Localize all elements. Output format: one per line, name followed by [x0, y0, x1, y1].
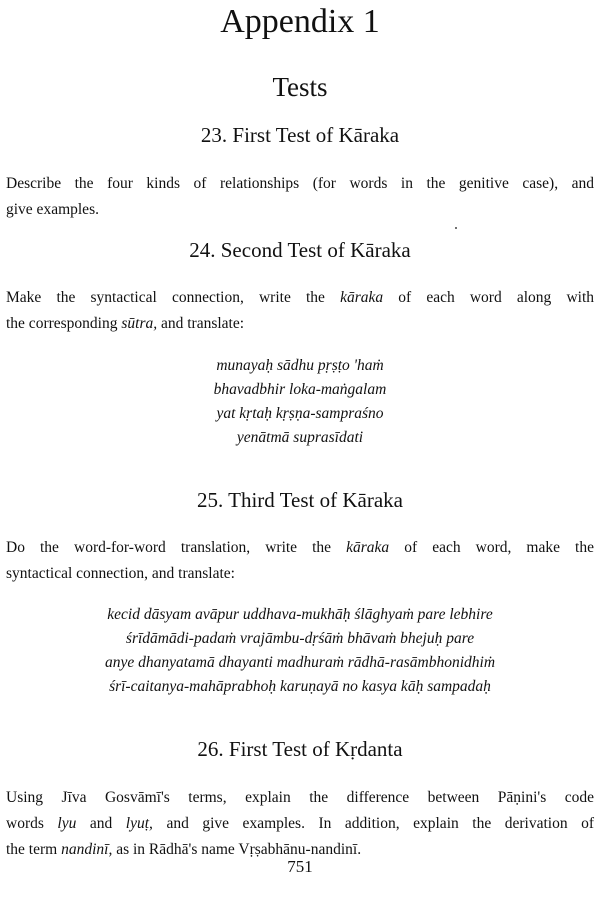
- verse-line: munayaḥ sādhu pṛṣṭo 'haṁ: [216, 357, 384, 374]
- verse-line: kecid dāsyam avāpur uddhava-mukhāḥ ślāghyaṁ pare lebhire: [107, 606, 493, 623]
- paragraph-line: Using Jīva Gosvāmī's terms, explain the difference between Pāṇini's code: [6, 789, 594, 806]
- verse-line: yenātmā suprasīdati: [236, 429, 364, 446]
- verse-line: śrīdāmādi-padaṁ vrajāmbu-dṛśāṁ bhāvaṁ bhejuḥ pare: [125, 630, 475, 647]
- paragraph-line: words lyu and lyuṭ, and give examples. In addition, explain the derivation of: [6, 815, 595, 832]
- test-23-title: 23. First Test of Kāraka: [200, 123, 400, 147]
- paragraph-line: Describe the four kinds of relationships (for words in the genitive case), and: [6, 175, 594, 192]
- tests-heading: Tests: [272, 72, 328, 102]
- appendix-title: Appendix 1: [220, 3, 380, 40]
- paragraph-line: the term nandinī, as in Rādhā's name Vṛṣabhānu-nandinī.: [6, 841, 362, 858]
- test-24-verse: [0, 354, 600, 450]
- paragraph-line: give examples.: [6, 201, 99, 218]
- paragraph-line: syntactical connection, and translate:: [6, 565, 235, 582]
- paragraph-line: the corresponding sūtra, and translate:: [6, 315, 245, 332]
- page-number: 751: [287, 857, 313, 876]
- test-25-title: 25. Third Test of Kāraka: [197, 488, 403, 512]
- test-26-title: 26. First Test of Kṛdanta: [197, 737, 403, 761]
- verse-line: śrī-caitanya-mahāprabhoḥ karuṇayā no kasya kāḥ sampadaḥ: [109, 678, 491, 695]
- paragraph-line: Make the syntactical connection, write the kāraka of each word along with: [6, 289, 594, 306]
- print-speck: [455, 227, 457, 229]
- verse-line: bhavadbhir loka-maṅgalam: [213, 381, 387, 398]
- test-23-paragraph: [6, 171, 594, 223]
- test-26-paragraph: [6, 785, 594, 863]
- test-24-title: 24. Second Test of Kāraka: [189, 238, 411, 262]
- test-25-verse: [0, 603, 600, 699]
- test-25-paragraph: [6, 535, 594, 587]
- test-24-paragraph: [6, 285, 594, 337]
- verse-line: yat kṛtaḥ kṛṣṇa-sampraśno: [216, 405, 384, 422]
- verse-line: anye dhanyatamā dhayanti madhuraṁ rādhā-rasāmbhonidhiṁ: [104, 654, 496, 671]
- paragraph-line: Do the word-for-word translation, write the kāraka of each word, make the: [6, 539, 594, 556]
